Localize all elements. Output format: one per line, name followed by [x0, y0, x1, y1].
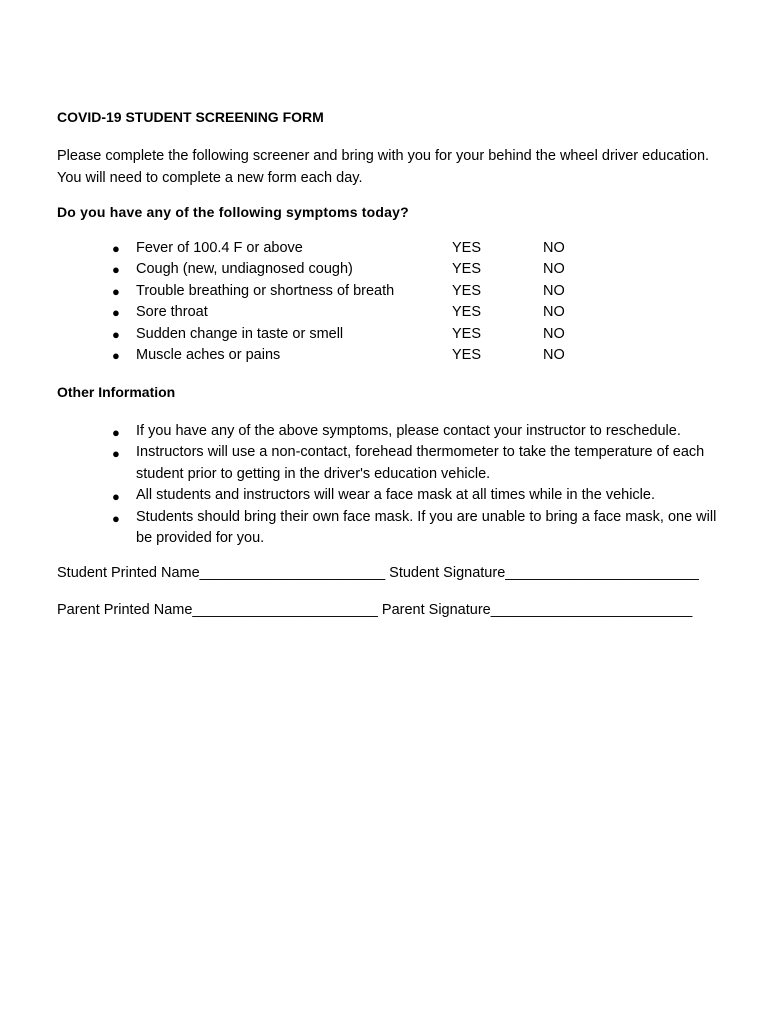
symptom-label: Sore throat — [136, 304, 208, 321]
symptom-row — [0, 347, 770, 368]
info-text: Students should bring their own face mask. If you are unable to bring a face mask, one will be provided for you. — [136, 508, 717, 547]
no-option[interactable]: NO — [543, 325, 565, 342]
symptom-row — [0, 240, 770, 261]
yes-option[interactable]: YES — [452, 240, 482, 256]
no-option[interactable]: NO — [543, 346, 565, 363]
list-item — [0, 442, 736, 485]
symptom-label: Cough (new, undiagnosed cough) — [136, 261, 353, 278]
symptom-label: Sudden change in taste or smell — [136, 325, 344, 342]
form-title: COVID-19 STUDENT SCREENING FORM — [57, 109, 324, 125]
list-item — [0, 421, 736, 442]
bullet-icon: ● — [112, 326, 120, 342]
yes-option[interactable]: YES — [452, 261, 482, 278]
bullet-icon: ● — [112, 262, 120, 278]
other-information-list — [0, 421, 770, 549]
symptoms-question: Do you have any of the following symptoms today? — [57, 204, 409, 220]
info-text: If you have any of the above symptoms, please contact your instructor to reschedule. — [136, 423, 681, 439]
other-information-heading: Other Information — [57, 384, 176, 400]
student-signature-line[interactable]: Student Printed Name_______________________ Student Signature________________________ — [57, 565, 699, 581]
no-option[interactable]: NO — [543, 261, 565, 278]
no-option[interactable]: NO — [543, 282, 565, 299]
symptom-row — [0, 304, 770, 325]
list-item — [0, 507, 736, 550]
instructions-line-2: You will need to complete a new form each day. — [57, 169, 363, 186]
form-instructions — [57, 146, 709, 189]
yes-option[interactable]: YES — [452, 304, 482, 321]
bullet-icon: ● — [112, 241, 120, 256]
yes-option[interactable]: YES — [452, 282, 482, 299]
instructions-line-1: Please complete the following screener and bring with you for your behind the wheel driver education. — [57, 148, 710, 164]
yes-option[interactable]: YES — [452, 346, 482, 363]
info-text: All students and instructors will wear a face mask at all times while in the vehicle. — [136, 487, 655, 504]
symptom-label: Trouble breathing or shortness of breath — [136, 282, 395, 299]
symptom-label: Muscle aches or pains — [136, 346, 281, 363]
no-option[interactable]: NO — [543, 240, 565, 256]
symptom-row — [0, 261, 770, 282]
bullet-icon: ● — [112, 283, 120, 299]
bullet-icon: ● — [112, 425, 120, 440]
symptoms-list — [0, 240, 770, 368]
bullet-icon: ● — [112, 446, 120, 462]
parent-signature-line[interactable]: Parent Printed Name_______________________ Parent Signature_________________________ — [57, 602, 693, 618]
symptom-label: Fever of 100.4 F or above — [136, 240, 303, 256]
symptom-row — [0, 326, 770, 347]
yes-option[interactable]: YES — [452, 325, 482, 342]
bullet-icon: ● — [112, 305, 120, 321]
bullet-icon: ● — [112, 347, 120, 363]
bullet-icon: ● — [112, 510, 120, 526]
bullet-icon: ● — [112, 489, 120, 505]
no-option[interactable]: NO — [543, 304, 565, 321]
info-text: Instructors will use a non-contact, forehead thermometer to take the temperature of each student prior to getting in the driver's education vehicle. — [136, 444, 705, 482]
symptom-row — [0, 283, 770, 304]
list-item — [0, 485, 736, 506]
